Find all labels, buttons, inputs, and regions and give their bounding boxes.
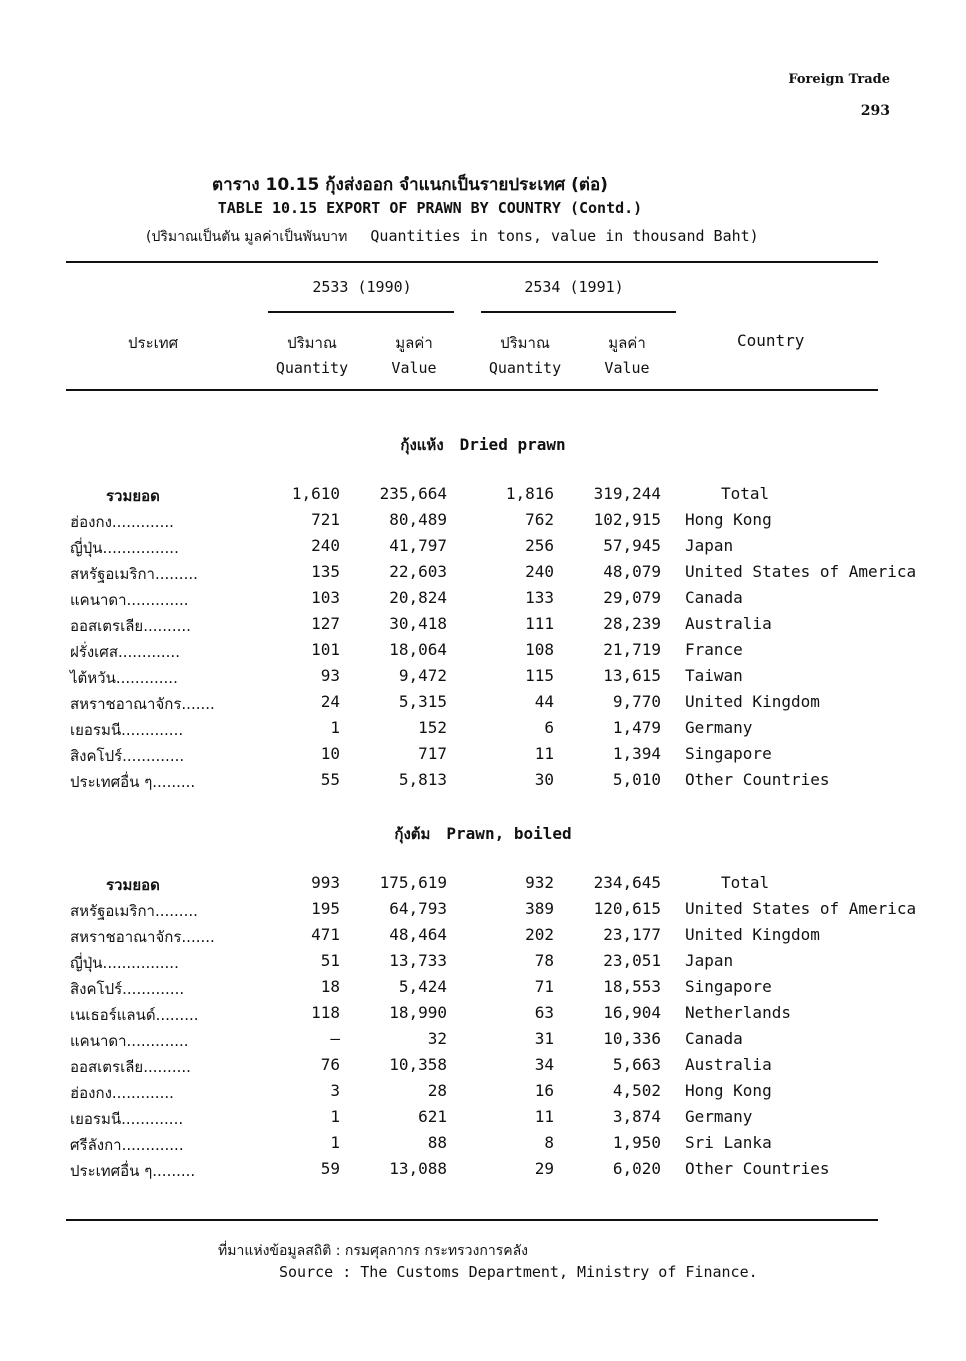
value-1991: 9,770 [612, 692, 661, 711]
country-thai: ญี่ปุ่น................ [70, 539, 179, 557]
quantity-1990: 3 [330, 1081, 340, 1100]
quantity-thai-label: ปริมาณ [500, 334, 550, 352]
quantity-1991: 78 [534, 951, 554, 970]
country-english-header: Country [737, 331, 805, 350]
country-thai: แคนาดา............. [70, 591, 189, 609]
country-thai: ศรีลังกา............. [70, 1136, 184, 1154]
quantity-1990: 59 [320, 1159, 340, 1178]
table-row [0, 1055, 966, 1081]
country-thai: ฮ่องกง............. [70, 1084, 174, 1102]
quantity-1991: 240 [525, 562, 554, 581]
quantity-thai-label: ปริมาณ [287, 334, 337, 352]
country-english: Other Countries [685, 770, 830, 789]
country-english: Canada [685, 588, 743, 607]
country-english: Canada [685, 1029, 743, 1048]
section-heading-prawn-boiled [0, 822, 966, 846]
value-1991: 28,239 [603, 614, 661, 633]
country-thai: รวมยอด [106, 487, 160, 505]
value-1990: 9,472 [398, 666, 447, 685]
value-1991: 234,645 [593, 873, 661, 892]
quantity-1991: 44 [534, 692, 554, 711]
value-1991: 1,479 [612, 718, 661, 737]
year-1990-rule [268, 311, 454, 313]
country-thai: ประเทศอื่น ๆ......... [70, 1162, 196, 1180]
value-thai-label: มูลค่า [608, 334, 646, 352]
header-bottom-rule [66, 389, 878, 391]
country-english: Australia [685, 1055, 772, 1074]
quantity-1991: 932 [525, 873, 554, 892]
quantity-1990: 127 [311, 614, 340, 633]
table-row [0, 977, 966, 1003]
value-thai-label: มูลค่า [395, 334, 433, 352]
table-title-english: TABLE 10.15 EXPORT OF PRAWN BY COUNTRY (Contd.) [217, 199, 643, 217]
country-thai-header: ประเทศ [128, 334, 179, 352]
quantity-1990: 101 [311, 640, 340, 659]
year-1990-header: 2533 (1990) [312, 278, 412, 296]
value-label: Value [391, 359, 437, 377]
table-row [0, 899, 966, 925]
year-1991-rule [481, 311, 676, 313]
source-note-thai: ที่มาแห่งข้อมูลสถิติ : กรมศุลกากร กระทรวงการคลัง [218, 1243, 528, 1259]
quantity-1990: 1 [330, 718, 340, 737]
value-1991: 57,945 [603, 536, 661, 555]
quantity-1991: 63 [534, 1003, 554, 1022]
table-row [0, 925, 966, 951]
country-thai: สหราชอาณาจักร....... [70, 928, 215, 946]
quantity-1991-header [485, 331, 565, 377]
country-thai: รวมยอด [106, 876, 160, 894]
quantity-1990: 18 [320, 977, 340, 996]
country-english: Netherlands [685, 1003, 791, 1022]
country-thai: แคนาดา............. [70, 1032, 189, 1050]
section-heading-english: Dried prawn [459, 435, 566, 454]
quantity-1991: 6 [544, 718, 554, 737]
country-english: Singapore [685, 977, 772, 996]
table-row [0, 640, 966, 666]
quantity-1990: 240 [311, 536, 340, 555]
value-1990: 41,797 [389, 536, 447, 555]
country-english: Taiwan [685, 666, 743, 685]
table-row [0, 484, 966, 510]
table-row [0, 562, 966, 588]
section-heading-thai: กุ้งต้ม [394, 825, 431, 843]
quantity-1990: 10 [320, 744, 340, 763]
quantity-1991: 16 [534, 1081, 554, 1100]
value-1991: 3,874 [612, 1107, 661, 1126]
units-note-english: Quantities in tons, value in thousand Baht) [370, 227, 759, 245]
country-english: Australia [685, 614, 772, 633]
value-1990: 10,358 [389, 1055, 447, 1074]
quantity-1991: 34 [534, 1055, 554, 1074]
value-label: Value [604, 359, 650, 377]
country-thai: สหรัฐอเมริกา......... [70, 565, 198, 583]
value-1990: 18,064 [389, 640, 447, 659]
value-1990: 717 [418, 744, 447, 763]
value-1991: 18,553 [603, 977, 661, 996]
table-row [0, 873, 966, 899]
value-1991: 6,020 [612, 1159, 661, 1178]
source-note-english: Source : The Customs Department, Ministry of Finance. [279, 1263, 758, 1281]
quantity-1990: 1 [330, 1133, 340, 1152]
quantity-1990: 93 [320, 666, 340, 685]
country-english: Total [721, 873, 770, 892]
value-1991: 5,663 [612, 1055, 661, 1074]
table-top-rule [66, 261, 878, 263]
table-title-thai: ตาราง 10.15 กุ้งส่งออก จำแนกเป็นรายประเทศ (ต่อ) [212, 175, 608, 195]
value-1991: 23,051 [603, 951, 661, 970]
quantity-1991: 11 [534, 744, 554, 763]
country-english: United Kingdom [685, 692, 820, 711]
value-1990: 621 [418, 1107, 447, 1126]
quantity-label: Quantity [275, 359, 349, 377]
value-1991: 16,904 [603, 1003, 661, 1022]
value-1990: 175,619 [379, 873, 447, 892]
section-heading-thai: กุ้งแห้ง [400, 436, 444, 454]
quantity-1991: 30 [534, 770, 554, 789]
country-english: Other Countries [685, 1159, 830, 1178]
quantity-1991: 115 [525, 666, 554, 685]
quantity-1990: 195 [311, 899, 340, 918]
quantity-label: Quantity [488, 359, 562, 377]
country-english: Japan [685, 951, 734, 970]
value-1990: 28 [427, 1081, 447, 1100]
quantity-1990: 721 [311, 510, 340, 529]
quantity-1990: 24 [320, 692, 340, 711]
table-row [0, 536, 966, 562]
value-1990: 88 [427, 1133, 447, 1152]
country-thai: เยอรมนี............. [70, 721, 184, 739]
quantity-1991: 71 [534, 977, 554, 996]
quantity-1990: 55 [320, 770, 340, 789]
table-row [0, 1133, 966, 1159]
value-1990: 13,088 [389, 1159, 447, 1178]
value-1991: 13,615 [603, 666, 661, 685]
value-1991: 48,079 [603, 562, 661, 581]
quantity-1991: 762 [525, 510, 554, 529]
value-1990: 5,315 [398, 692, 447, 711]
table-row [0, 666, 966, 692]
units-note [146, 226, 759, 248]
country-thai: ญี่ปุ่น................ [70, 954, 179, 972]
country-english: Germany [685, 718, 753, 737]
year-1991-header: 2534 (1991) [524, 278, 624, 296]
quantity-1991: 1,816 [505, 484, 554, 503]
value-1990: 235,664 [379, 484, 447, 503]
quantity-1991: 256 [525, 536, 554, 555]
quantity-1990: — [330, 1029, 340, 1048]
value-1991: 10,336 [603, 1029, 661, 1048]
value-1990: 30,418 [389, 614, 447, 633]
quantity-1991: 11 [534, 1107, 554, 1126]
value-1990: 13,733 [389, 951, 447, 970]
country-thai: ออสเตรเลีย.......... [70, 617, 191, 635]
table-row [0, 744, 966, 770]
quantity-1991: 31 [534, 1029, 554, 1048]
country-english: Hong Kong [685, 1081, 772, 1100]
value-1990: 18,990 [389, 1003, 447, 1022]
quantity-1990: 1,610 [291, 484, 340, 503]
page-number: 293 [860, 103, 890, 119]
table-bottom-rule [66, 1219, 878, 1221]
section-heading-english: Prawn, boiled [446, 824, 572, 843]
value-1991: 21,719 [603, 640, 661, 659]
quantity-1991: 389 [525, 899, 554, 918]
value-1991: 102,915 [593, 510, 661, 529]
value-1990: 22,603 [389, 562, 447, 581]
country-english: Germany [685, 1107, 753, 1126]
value-1991: 23,177 [603, 925, 661, 944]
country-english: Total [721, 484, 770, 503]
country-thai: เนเธอร์แลนด์......... [70, 1006, 199, 1024]
units-note-thai: (ปริมาณเป็นตัน มูลค่าเป็นพันบาท [146, 229, 348, 245]
quantity-1990: 135 [311, 562, 340, 581]
quantity-1991: 111 [525, 614, 554, 633]
quantity-1991: 8 [544, 1133, 554, 1152]
quantity-1990: 471 [311, 925, 340, 944]
country-thai: สิงคโปร์............. [70, 747, 185, 765]
value-1990: 80,489 [389, 510, 447, 529]
table-row [0, 614, 966, 640]
country-thai: ฝรั่งเศส............. [70, 643, 180, 661]
quantity-1990: 118 [311, 1003, 340, 1022]
country-english: Japan [685, 536, 734, 555]
country-english: United States of America [685, 562, 917, 581]
quantity-1990: 993 [311, 873, 340, 892]
table-row [0, 951, 966, 977]
table-row [0, 1029, 966, 1055]
quantity-1990: 51 [320, 951, 340, 970]
table-row [0, 1003, 966, 1029]
country-thai: สิงคโปร์............. [70, 980, 185, 998]
quantity-1990: 76 [320, 1055, 340, 1074]
quantity-1991: 29 [534, 1159, 554, 1178]
country-thai: ออสเตรเลีย.......... [70, 1058, 191, 1076]
value-1991-header [591, 331, 663, 377]
value-1991: 319,244 [593, 484, 661, 503]
value-1990: 64,793 [389, 899, 447, 918]
value-1990: 20,824 [389, 588, 447, 607]
running-header: Foreign Trade [788, 72, 890, 87]
table-row [0, 718, 966, 744]
table-row [0, 770, 966, 796]
quantity-1991: 108 [525, 640, 554, 659]
value-1990: 32 [427, 1029, 447, 1048]
section-heading-dried-prawn [0, 433, 966, 457]
country-english: United Kingdom [685, 925, 820, 944]
country-thai: สหราชอาณาจักร....... [70, 695, 215, 713]
value-1991: 1,950 [612, 1133, 661, 1152]
table-row [0, 1159, 966, 1185]
country-english: Singapore [685, 744, 772, 763]
country-thai: ฮ่องกง............. [70, 513, 174, 531]
country-thai: เยอรมนี............. [70, 1110, 184, 1128]
value-1990: 152 [418, 718, 447, 737]
quantity-1990: 103 [311, 588, 340, 607]
value-1990: 48,464 [389, 925, 447, 944]
country-thai: ประเทศอื่น ๆ......... [70, 773, 196, 791]
table-row [0, 588, 966, 614]
quantity-1991: 202 [525, 925, 554, 944]
quantity-1991: 133 [525, 588, 554, 607]
value-1990: 5,424 [398, 977, 447, 996]
table-row [0, 1107, 966, 1133]
quantity-1990: 1 [330, 1107, 340, 1126]
quantity-1990-header [272, 331, 352, 377]
value-1990-header [378, 331, 450, 377]
value-1991: 4,502 [612, 1081, 661, 1100]
country-english: United States of America [685, 899, 917, 918]
country-thai: สหรัฐอเมริกา......... [70, 902, 198, 920]
country-thai: ไต้หวัน............. [70, 669, 178, 687]
country-english: Sri Lanka [685, 1133, 772, 1152]
table-row [0, 692, 966, 718]
value-1990: 5,813 [398, 770, 447, 789]
value-1991: 5,010 [612, 770, 661, 789]
value-1991: 120,615 [593, 899, 661, 918]
table-row [0, 1081, 966, 1107]
value-1991: 29,079 [603, 588, 661, 607]
country-english: France [685, 640, 743, 659]
country-english: Hong Kong [685, 510, 772, 529]
table-row [0, 510, 966, 536]
value-1991: 1,394 [612, 744, 661, 763]
